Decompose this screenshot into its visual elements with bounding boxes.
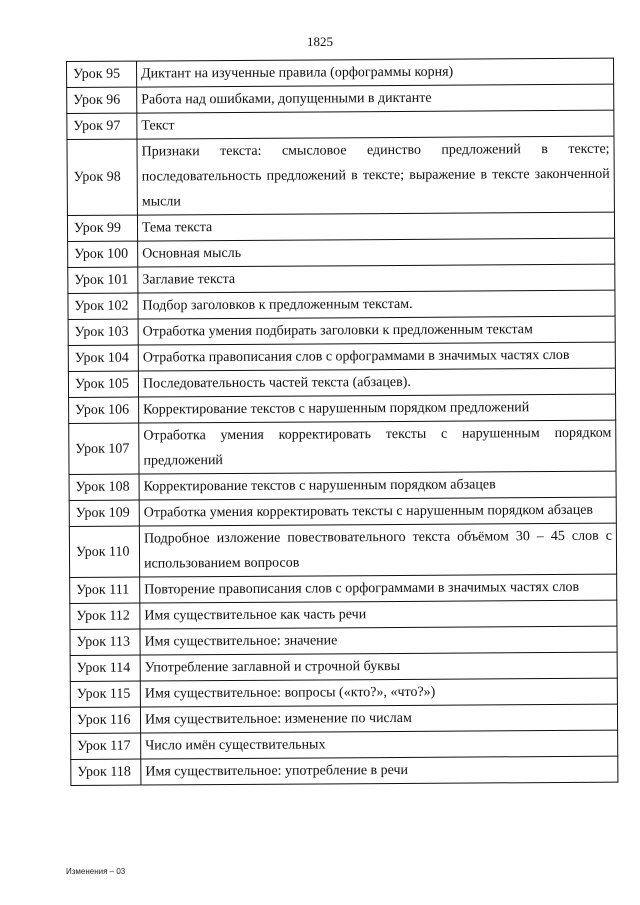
- lesson-number: Урок 114: [70, 655, 140, 681]
- lesson-number: Урок 111: [70, 577, 140, 603]
- lesson-number: Урок 98: [67, 139, 137, 215]
- table-row: [70, 600, 617, 629]
- lesson-topic: Отработка умения корректировать тексты с нарушенным порядком абзацев: [139, 497, 616, 526]
- lesson-number: Урок 106: [69, 397, 139, 423]
- table-row: [71, 730, 618, 759]
- lesson-number: Урок 110: [69, 526, 139, 577]
- lesson-number: Урок 103: [68, 319, 138, 345]
- table-row: [69, 497, 616, 526]
- lesson-number: Урок 95: [67, 61, 137, 87]
- table-row: [68, 316, 615, 345]
- lesson-topic: Имя существительное как часть речи: [140, 600, 617, 629]
- table-row: [69, 420, 616, 474]
- table-row: [67, 58, 614, 87]
- lesson-topic: Тема текста: [137, 212, 614, 241]
- table-row: [68, 264, 615, 293]
- lesson-topic: Отработка умения подбирать заголовки к предложенным текстам: [138, 316, 615, 345]
- table-row: [69, 523, 616, 577]
- table-row: [67, 136, 614, 215]
- lesson-number: Урок 100: [68, 241, 138, 267]
- lesson-number: Урок 104: [68, 345, 138, 371]
- lesson-topic: Заглавие текста: [138, 264, 615, 293]
- table-row: [70, 626, 617, 655]
- lesson-topic: Текст: [137, 110, 614, 139]
- lesson-number: Урок 112: [70, 603, 140, 629]
- lesson-topic: Повторение правописания слов с орфограммами в значимых частях слов: [140, 574, 617, 603]
- lesson-topic: Имя существительное: изменение по числам: [140, 704, 617, 733]
- table-row: [68, 368, 615, 397]
- lesson-topic: Подбор заголовков к предложенным текстам.: [138, 290, 615, 319]
- table-row: [67, 110, 614, 139]
- lesson-topic: Имя существительное: значение: [140, 626, 617, 655]
- table-row: [67, 84, 614, 113]
- footer-note: Изменения – 03: [66, 867, 126, 876]
- page-number: 1825: [307, 34, 333, 49]
- lesson-number: Урок 101: [68, 267, 138, 293]
- table-row: [69, 471, 616, 500]
- lesson-number: Урок 107: [69, 423, 139, 474]
- lesson-topic: Корректирование текстов с нарушенным порядком предложений: [139, 394, 616, 423]
- lesson-topic: Число имён существительных: [141, 730, 618, 759]
- table-row: [69, 394, 616, 423]
- lesson-topic: Имя существительное: употребление в речи: [141, 756, 618, 785]
- lesson-topic: Последовательность частей текста (абзацев).: [138, 368, 615, 397]
- table-row: [67, 212, 614, 241]
- lesson-number: Урок 99: [67, 215, 137, 241]
- table-row: [70, 574, 617, 603]
- lesson-number: Урок 102: [68, 293, 138, 319]
- lesson-number: Урок 115: [70, 681, 140, 707]
- lesson-number: Урок 108: [69, 474, 139, 500]
- table-row: [70, 652, 617, 681]
- lesson-topic: Имя существительное: вопросы («кто?», «что?»): [140, 678, 617, 707]
- lesson-number: Урок 97: [67, 113, 137, 139]
- lesson-number: Урок 116: [70, 707, 140, 733]
- lesson-topic: Употребление заглавной и строчной буквы: [140, 652, 617, 681]
- lesson-table: [66, 58, 618, 786]
- lesson-topic: Подробное изложение повествовательного текста объёмом 30 – 45 слов с использованием вопросов: [139, 523, 616, 577]
- table-row: [71, 756, 618, 785]
- lesson-number: Урок 109: [69, 500, 139, 526]
- table-row: [68, 290, 615, 319]
- lesson-topic: Отработка правописания слов с орфограммами в значимых частях слов: [138, 342, 615, 371]
- lesson-topic: Работа над ошибками, допущенными в диктанте: [137, 84, 614, 113]
- table-row: [68, 342, 615, 371]
- lesson-topic: Отработка умения корректировать тексты с нарушенным порядком предложений: [139, 420, 616, 474]
- lesson-number: Урок 96: [67, 87, 137, 113]
- lesson-topic: Корректирование текстов с нарушенным порядком абзацев: [139, 471, 616, 500]
- lesson-table-body: [67, 58, 618, 785]
- lesson-topic: Признаки текста: смысловое единство предложений в тексте; последовательность предложений в тексте; выражение в тексте законченной мысли: [137, 136, 614, 215]
- table-row: [70, 704, 617, 733]
- lesson-topic: Основная мысль: [138, 238, 615, 267]
- lesson-number: Урок 117: [71, 733, 141, 759]
- lesson-number: Урок 105: [68, 371, 138, 397]
- lesson-number: Урок 118: [71, 759, 141, 785]
- table-row: [68, 238, 615, 267]
- lesson-topic: Диктант на изученные правила (орфограммы корня): [137, 58, 614, 87]
- lesson-number: Урок 113: [70, 629, 140, 655]
- table-row: [70, 678, 617, 707]
